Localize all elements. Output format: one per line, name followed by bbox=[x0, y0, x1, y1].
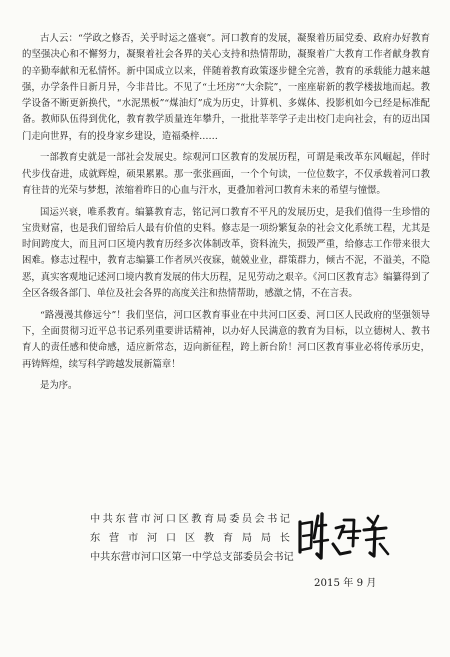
paragraph-3: 国运兴衰，唯系教育。编纂教育志，铭记河口教育不平凡的发展历史，是我们值得一生珍惜的宝贵财富，也是我们留给后人最有价值的史料。修志是一项纷繁复杂的社会文化系统工程，尤其是时间跨度大，而且河口区境内教育历经多次体制改革，资料流失，损毁严重，给修志工作带来很大困难。修志过程中，教育志编纂工作者夙兴夜寐，兢兢业业，群策群力，倾古不泥，不溢美，不隐恶，真实客观地记述河口境内教育发展的伟大历程，足见劳动之艰辛。《河口区教育志》编纂得到了全区各级各部门、单位及社会各界的高度关注和热情帮助，感激之情，不在言表。 bbox=[22, 206, 430, 300]
signatory-title-party-committee: 中共东营市河口区教育局委员会书记 bbox=[90, 514, 290, 525]
signatory-title-school-branch: 中共东营市河口区第一中学总支部委员会书记 bbox=[90, 552, 294, 563]
signatory-title-bureau-director: 东营市河口区教育局局长 bbox=[90, 533, 290, 544]
preface-body bbox=[22, 31, 430, 400]
paragraph-4: “路漫漫其修远兮”！我们坚信，河口区教育事业在中共河口区委、河口区人民政府的坚强领导下，全面贯彻习近平总书记系列重要讲话精神，以办好人民满意的教育为目标，以立德树人、教书育人的责任感和使命感，适应新常态，迈向新征程，跨上新台阶！河口区教育事业必将传承历史，再铸辉煌，续写科学跨越发展新篇章！ bbox=[22, 309, 430, 370]
paragraph-1: 古人云：“学政之修否，关乎时运之盛衰”。河口教育的发展，凝聚着历届党委、政府办好教育的坚强决心和不懈努力，凝聚着社会各界的关心支持和热情帮助，凝聚着广大教育工作者献身教育的辛勤奉献和无私情怀。新中国成立以来，伴随着教育政策逐步健全完善，教育的承载能力越来越强，办学条件日新月异，今非昔比。不见了“土坯房”“大余院”，一座座崭新的教学楼拔地而起。教学设备不断更新换代，“水泥黑板”“煤油灯”成为历史，计算机、多媒体、投影机如今已经是标准配备。教师队伍得到优化，教育教学质量连年攀升，一批批莘莘学子走出校门走向社会，有的迈出国门走向世界，有的投身家乡建设，造福桑梓…… bbox=[22, 33, 430, 142]
handwritten-signature bbox=[292, 508, 392, 564]
preface-date: 2015 年 9 月 bbox=[314, 578, 377, 589]
paragraph-2: 一部教育史就是一部社会发展史。综观河口区教育的发展历程，可谓是乘改革东风崛起，伴时代步伐奋进，成就辉煌，硕果累累。那一张张画面，一个个句读，一位位数字，不仅承载着河口教育往昔的光荣与梦想，浓缩着昨日的心血与汗水，更叠加着河口教育未来的希望与憧憬。 bbox=[22, 152, 430, 196]
signatory-titles bbox=[90, 510, 294, 567]
paragraph-5: 是为序。 bbox=[40, 380, 78, 392]
